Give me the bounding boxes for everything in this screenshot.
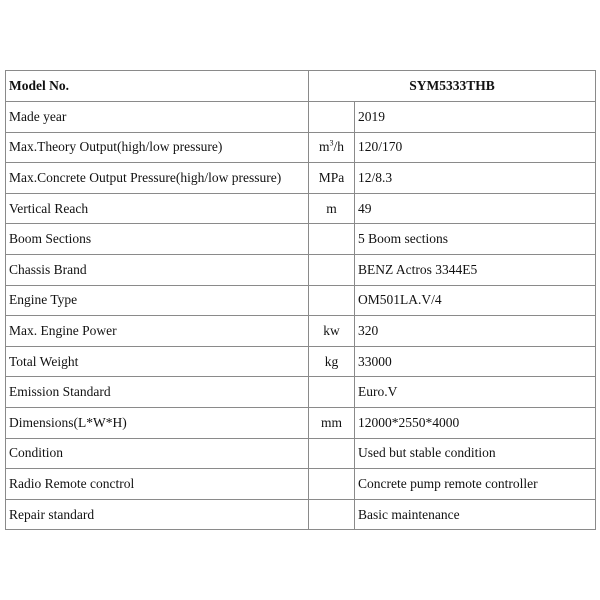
param-value: 12000*2550*4000 (355, 407, 596, 438)
param-value: Concrete pump remote controller (355, 469, 596, 500)
table-row (6, 224, 596, 255)
param-label: Vertical Reach (6, 193, 309, 224)
param-value: Basic maintenance (355, 499, 596, 530)
param-value: 33000 (355, 346, 596, 377)
param-value: BENZ Actros 3344E5 (355, 254, 596, 285)
unit-cell: mm (309, 407, 355, 438)
param-value: 12/8.3 (355, 163, 596, 194)
param-label: Repair standard (6, 499, 309, 530)
unit-cell (309, 499, 355, 530)
unit-cell (309, 469, 355, 500)
unit-tail: /h (333, 139, 345, 155)
unit-cell (309, 438, 355, 469)
param-value: 5 Boom sections (355, 224, 596, 255)
table-row (6, 377, 596, 408)
param-label: Max.Concrete Output Pressure(high/low pressure) (6, 163, 309, 194)
param-value: 120/170 (355, 132, 596, 163)
param-value: 320 (355, 316, 596, 347)
unit-base: m (318, 139, 330, 155)
table-row (6, 438, 596, 469)
header-model-value: SYM5333THB (309, 71, 596, 102)
param-label: Engine Type (6, 285, 309, 316)
spec-table (5, 70, 596, 530)
unit-cell (309, 377, 355, 408)
param-value: Used but stable condition (355, 438, 596, 469)
table-row (6, 499, 596, 530)
table-row (6, 346, 596, 377)
param-label: Dimensions(L*W*H) (6, 407, 309, 438)
unit-cell (309, 254, 355, 285)
param-value: 49 (355, 193, 596, 224)
table-row (6, 132, 596, 163)
param-label: Emission Standard (6, 377, 309, 408)
table-row (6, 163, 596, 194)
header-row (6, 71, 596, 102)
param-label: Made year (6, 102, 309, 133)
param-label: Boom Sections (6, 224, 309, 255)
unit-cell: m (309, 193, 355, 224)
table-row (6, 469, 596, 500)
header-label: Model No. (6, 71, 309, 102)
table-row (6, 285, 596, 316)
unit-cell (309, 132, 355, 163)
unit-superscript: 3 (329, 138, 334, 148)
table-row (6, 316, 596, 347)
unit-cell (309, 102, 355, 133)
param-label: Max.Theory Output(high/low pressure) (6, 132, 309, 163)
table-row (6, 407, 596, 438)
unit-cell (309, 224, 355, 255)
unit-cell: kw (309, 316, 355, 347)
table-row (6, 254, 596, 285)
unit-cell (309, 285, 355, 316)
param-label: Chassis Brand (6, 254, 309, 285)
param-label: Max. Engine Power (6, 316, 309, 347)
param-value: 2019 (355, 102, 596, 133)
param-label: Total Weight (6, 346, 309, 377)
unit-cell: MPa (309, 163, 355, 194)
table-row (6, 102, 596, 133)
param-value: Euro.V (355, 377, 596, 408)
param-label: Condition (6, 438, 309, 469)
table-row (6, 193, 596, 224)
param-value: OM501LA.V/4 (355, 285, 596, 316)
param-label: Radio Remote conctrol (6, 469, 309, 500)
unit-cell: kg (309, 346, 355, 377)
